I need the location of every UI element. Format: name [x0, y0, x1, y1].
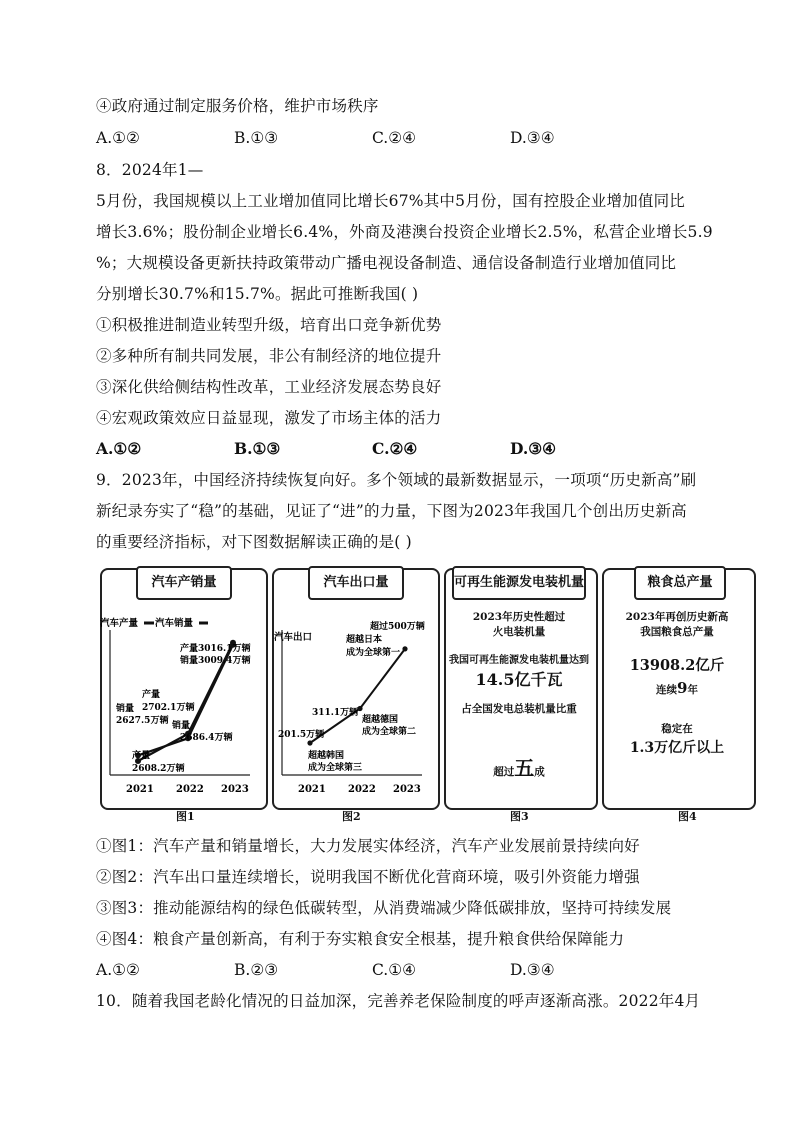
fig4-streak — [604, 678, 750, 700]
fig2-label-2021c: 成为全球第三 — [308, 763, 363, 773]
q8-stem-1: 8．2024年1— — [96, 161, 204, 179]
q9-choice-d[interactable]: D.③④ — [510, 961, 555, 979]
fig3-line-1: 2023年历史性超过 — [472, 611, 566, 623]
q9-choices — [96, 960, 696, 980]
fig1-label-prod2021a: 产量 — [132, 751, 151, 761]
fig1-label-prod2022a: 产量 — [142, 690, 161, 700]
fig1-tick-2021: 2021 — [126, 784, 154, 795]
q8-choice-c[interactable]: C.②④ — [372, 439, 418, 458]
q9-statement-3: ③图3：推动能源结构的绿色低碳转型，从消费端减少降低碳排放，坚持可持续发展 — [96, 899, 672, 917]
fig1-label-sales2023: 销量3009.4万辆 — [180, 656, 251, 666]
fig1-label-prod2021b: 2608.2万辆 — [132, 764, 185, 774]
fig1-label-prod2023: 产量3016.1万辆 — [180, 644, 251, 654]
fig3-share-a: 超过 — [493, 766, 515, 778]
fig1-legend-sales: 汽车销量 — [155, 618, 194, 629]
fig3-line-5: 占全国发电总装机量比重 — [461, 703, 577, 715]
fig2-label-2021: 201.5万辆 — [278, 730, 325, 740]
fig2-ylabel: 汽车出口 — [274, 632, 313, 643]
fig1-tick-2022: 2022 — [176, 784, 204, 795]
fig2-label-2022b: 超越德国 — [362, 715, 399, 725]
fig4-streak-b: 9 — [677, 679, 688, 697]
fig2-label-2022c: 成为全球第二 — [362, 727, 417, 737]
fig3-share — [446, 756, 592, 784]
q7-choice-b[interactable]: B.①③ — [234, 129, 279, 147]
q8-statement-3: ③深化供给侧结构性改革，工业经济发展态势良好 — [96, 378, 442, 396]
fig2-label-2021b: 超越韩国 — [308, 751, 345, 761]
q8-stem-3: 增长3.6%；股份制企业增长6.4%，外商及港澳台投资企业增长2.5%，私营企业增长5.9 — [96, 223, 713, 241]
fig1-label-sales2022b: 2686.4万辆 — [180, 733, 233, 743]
q7-choice-a[interactable]: A.①② — [96, 129, 140, 147]
q9-stem-2: 新纪录夯实了“稳”的基础，见证了“进”的力量，下图为2023年我国几个创出历史新高 — [96, 502, 687, 520]
q9-stem-1: 9．2023年，中国经济持续恢复向好。多个领域的最新数据显示，一项项“历史新高”刷 — [96, 471, 697, 489]
q8-choices — [96, 439, 696, 459]
fig4-line-6: 1.3万亿斤以上 — [629, 740, 725, 756]
fig2-tick-2022: 2022 — [348, 784, 376, 795]
fig2-point-2023 — [402, 646, 407, 651]
fig2-tick-2021: 2021 — [298, 784, 326, 795]
q9-statement-2: ②图2：汽车出口量连续增长，说明我国不断优化营商环境，吸引外资能力增强 — [96, 868, 640, 886]
figure-3-title: 可再生能源发电装机量 — [452, 566, 586, 600]
q9-choice-c[interactable]: C.①④ — [372, 961, 417, 979]
q9-stem-3: 的重要经济指标，对下图数据解读正确的是( ) — [96, 533, 412, 551]
fig2-label-2023a: 超过500万辆 — [370, 622, 425, 632]
q9-statement-1: ①图1：汽车产量和销量增长，大力发展实体经济，汽车产业发展前景持续向好 — [96, 837, 640, 855]
figure-4-title: 粮食总产量 — [634, 566, 726, 600]
q8-statement-1: ①积极推进制造业转型升级，培育出口竞争新优势 — [96, 316, 442, 334]
q7-choices — [96, 128, 696, 148]
fig1-tick-2023: 2023 — [221, 784, 249, 795]
figure-2-title: 汽车出口量 — [308, 566, 404, 600]
q7-choice-c[interactable]: C.②④ — [372, 129, 417, 147]
figure-2-caption: 图2 — [342, 810, 361, 823]
figure-2-chart — [272, 600, 436, 805]
fig4-line-5: 稳定在 — [661, 723, 693, 735]
q8-statement-4: ④宏观政策效应日益显现，激发了市场主体的活力 — [96, 409, 442, 427]
fig3-line-3: 我国可再生能源发电装机量达到 — [449, 655, 589, 666]
q8-choice-d[interactable]: D.③④ — [510, 439, 557, 458]
fig1-label-sales2021b: 2627.5万辆 — [116, 716, 169, 726]
q8-choice-a[interactable]: A.①② — [96, 439, 142, 458]
figure-1-title: 汽车产销量 — [136, 566, 232, 600]
q9-choice-a[interactable]: A.①② — [96, 961, 140, 979]
fig3-share-b: 五 — [514, 756, 535, 780]
fig4-line-1: 2023年再创历史新高 — [625, 611, 729, 623]
figure-1-chart — [100, 600, 264, 805]
fig2-point-2021 — [307, 740, 312, 745]
fig2-label-2023b: 超越日本 — [346, 635, 383, 645]
q7-option-4: ④政府通过制定服务价格，维护市场秩序 — [96, 97, 379, 115]
q8-stem-5: 分别增长30.7%和15.7%。据此可推断我国( ) — [96, 285, 419, 303]
fig4-streak-a: 连续 — [656, 684, 678, 696]
fig1-label-prod2022b: 2702.1万辆 — [142, 703, 195, 713]
fig4-value: 13908.2亿斤 — [629, 657, 725, 674]
fig3-line-2: 火电装机量 — [492, 626, 546, 638]
figure-1-caption: 图1 — [176, 810, 195, 823]
q9-statement-4: ④图4：粮食产量创新高，有利于夯实粮食安全根基，提升粮食供给保障能力 — [96, 930, 625, 948]
q8-choice-b[interactable]: B.①③ — [234, 439, 281, 458]
q8-statement-2: ②多种所有制共同发展，非公有制经济的地位提升 — [96, 347, 442, 365]
q10-stem-1: 10．随着我国老龄化情况的日益加深，完善养老保险制度的呼声逐渐高涨。2022年4月 — [96, 992, 701, 1010]
fig2-label-2023c: 成为全球第一 — [346, 648, 401, 658]
q7-choice-d[interactable]: D.③④ — [510, 129, 555, 147]
q9-choice-b[interactable]: B.②③ — [234, 961, 279, 979]
q8-stem-2: 5月份，我国规模以上工业增加值同比增长67%其中5月份，国有控股企业增加值同比 — [96, 192, 685, 210]
fig1-legend-prod: 汽车产量 — [100, 618, 139, 629]
fig1-label-sales2022a: 销量 — [172, 721, 191, 731]
fig1-label-sales2021a: 销量 — [116, 704, 135, 714]
figure-3-caption: 图3 — [510, 810, 529, 823]
figure-4-caption: 图4 — [678, 810, 697, 823]
fig4-streak-c: 年 — [687, 684, 698, 696]
fig3-value: 14.5亿千瓦 — [475, 670, 563, 689]
fig2-tick-2023: 2023 — [393, 784, 421, 795]
fig4-line-2: 我国粮食总产量 — [640, 626, 714, 638]
fig3-share-c: 成 — [534, 766, 545, 778]
fig2-label-2022: 311.1万辆 — [312, 708, 359, 718]
q8-stem-4: %；大规模设备更新扶持政策带动广播电视设备制造、通信设备制造行业增加值同比 — [96, 254, 677, 272]
